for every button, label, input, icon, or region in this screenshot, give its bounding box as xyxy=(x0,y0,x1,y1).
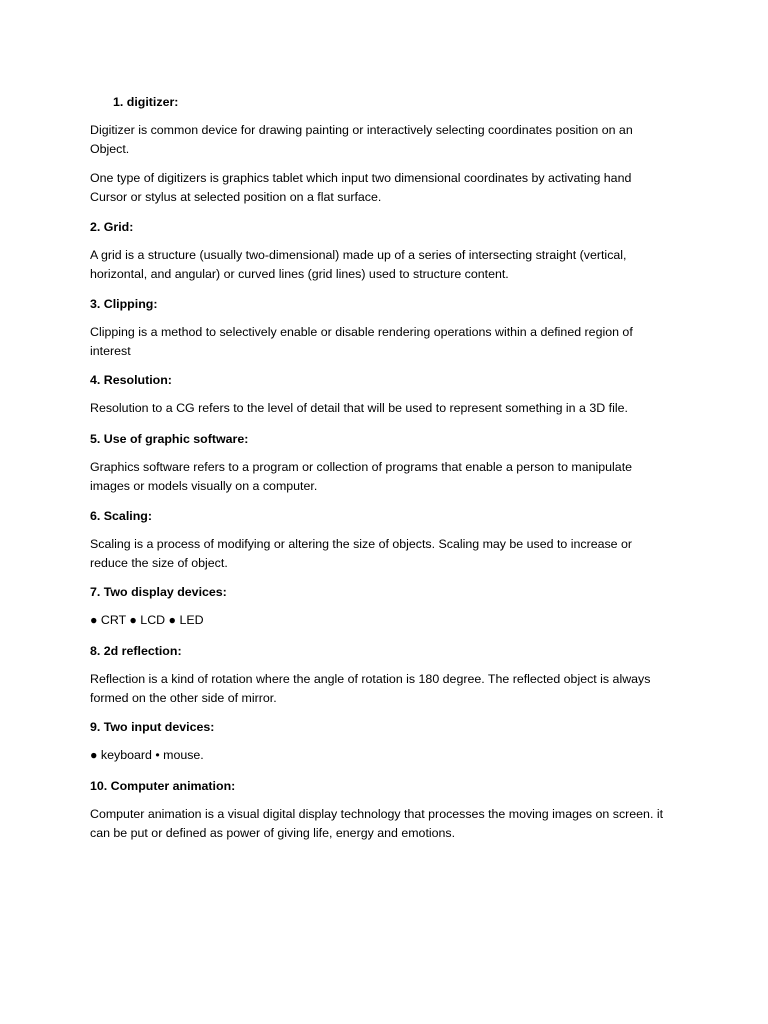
input-devices-list xyxy=(90,746,690,765)
section-6-heading: 6. Scaling: xyxy=(90,509,152,523)
text-line: can be put or defined as power of giving life, energy and emotions. xyxy=(90,826,456,840)
text-line: reduce the size of object. xyxy=(90,556,228,570)
text-line: Object. xyxy=(90,142,130,156)
section-8-heading: 8. 2d reflection: xyxy=(90,644,182,658)
section-6-paragraph-1 xyxy=(90,535,690,573)
text-line: Digitizer is common device for drawing painting or interactively selecting coordinates position on an xyxy=(90,123,633,137)
section-1-paragraph-2 xyxy=(90,169,690,207)
section-1-heading: 1. digitizer: xyxy=(113,95,179,109)
section-5-heading: 5. Use of graphic software: xyxy=(90,432,249,446)
text-line: images or models visually on a computer. xyxy=(90,479,318,493)
section-4-paragraph-1 xyxy=(90,399,690,418)
text-line: interest xyxy=(90,344,131,358)
section-9-heading: 9. Two input devices: xyxy=(90,720,215,734)
text-line: Computer animation is a visual digital display technology that processes the moving images on screen. it xyxy=(90,807,664,821)
text-line: formed on the other side of mirror. xyxy=(90,691,277,705)
text-line: A grid is a structure (usually two-dimensional) made up of a series of intersecting straight (vertical, xyxy=(90,248,627,262)
section-10-heading: 10. Computer animation: xyxy=(90,779,236,793)
section-3-paragraph-1 xyxy=(90,323,690,361)
section-2-heading: 2. Grid: xyxy=(90,220,134,234)
text-line: Scaling is a process of modifying or altering the size of objects. Scaling may be used to increase or xyxy=(90,537,633,551)
text-line: Clipping is a method to selectively enable or disable rendering operations within a defined region of xyxy=(90,325,633,339)
section-4-heading: 4. Resolution: xyxy=(90,373,172,387)
text-line: Resolution to a CG refers to the level of detail that will be used to represent something in a 3D file. xyxy=(90,401,628,415)
display-devices-list xyxy=(90,611,690,630)
section-5-paragraph-1 xyxy=(90,458,690,496)
text-line: ● CRT ● LCD ● LED xyxy=(90,613,204,627)
text-line: Cursor or stylus at selected position on a flat surface. xyxy=(90,190,382,204)
section-2-paragraph-1 xyxy=(90,246,690,284)
text-line: horizontal, and angular) or curved lines (grid lines) used to structure content. xyxy=(90,267,509,281)
section-10-paragraph-1 xyxy=(90,805,690,843)
text-line: ● keyboard • mouse. xyxy=(90,748,204,762)
text-line: One type of digitizers is graphics tablet which input two dimensional coordinates by activating hand xyxy=(90,171,632,185)
text-line: Reflection is a kind of rotation where the angle of rotation is 180 degree. The reflected object is always xyxy=(90,672,651,686)
section-7-heading: 7. Two display devices: xyxy=(90,585,227,599)
section-3-heading: 3. Clipping: xyxy=(90,297,158,311)
text-line: Graphics software refers to a program or collection of programs that enable a person to manipulate xyxy=(90,460,633,474)
section-8-paragraph-1 xyxy=(90,670,690,708)
section-1-paragraph-1 xyxy=(90,121,690,159)
